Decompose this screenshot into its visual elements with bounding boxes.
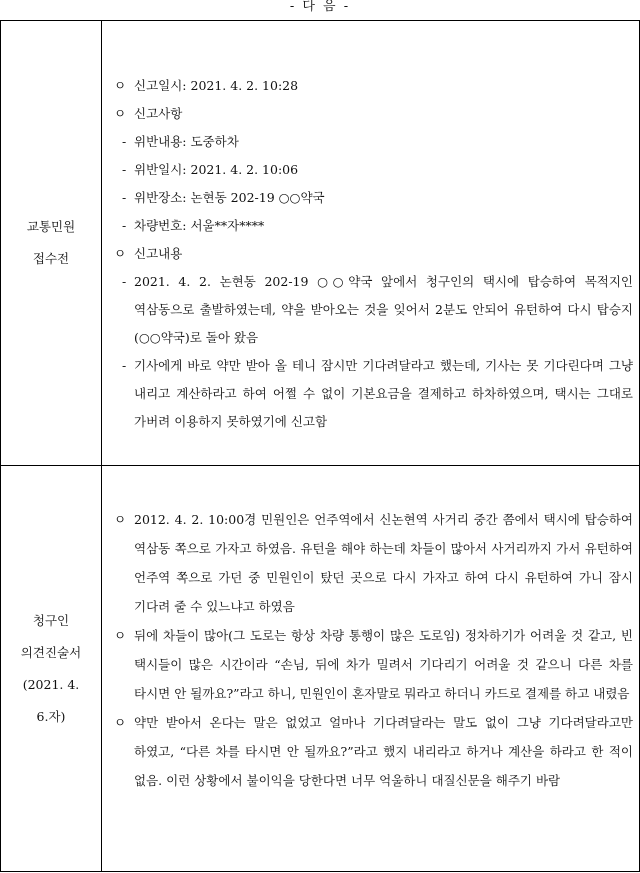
row-label-line: 의견진술서 — [20, 644, 82, 660]
statement-text: 약만 받아서 온다는 말은 없었고 얼마나 기다려달라는 말도 없이 그냥 기다려달라고만 하였고, “다른 차를 타시면 안 될까요?”라고 했지 내리라고 하거나 계산을 하라고 한 적이 없음. 이런 상황에서 불이익을 당한다면 너무 억울하니 대질신문을 해주기 바람 — [134, 715, 633, 788]
detail-item — [114, 128, 633, 156]
item-text: 신고사항 — [134, 106, 183, 121]
detail-text: 위반내용: 도중하차 — [134, 134, 239, 149]
statement-paragraph — [114, 505, 633, 621]
statement-paragraph — [114, 708, 633, 795]
report-matters-item — [114, 100, 633, 128]
bullet-marker: ㅇ — [114, 628, 127, 643]
statement-paragraph — [114, 621, 633, 708]
detail-text: 차량번호: 서울**자**** — [134, 218, 265, 233]
detail-text: 위반장소: 논현동 202-19 ○○약국 — [134, 190, 325, 205]
item-text: 신고일시: 2021. 4. 2. 10:28 — [134, 78, 299, 93]
content-paragraph — [114, 268, 633, 352]
table-row — [1, 466, 640, 872]
row-label-cell — [1, 21, 102, 466]
statement-text: 뒤에 차들이 많아(그 도로는 항상 차량 통행이 많은 도로임) 정차하기가 어려울 것 같고, 빈 택시들이 많은 시간이라 “손님, 뒤에 차가 밀려서 기다리기 어려울 것 같으니 다른 차를 타시면 안 될까요?”라고 하니, 민원인이 혼자말로 뭐라고 하더니 카드로 결제를 하고 내렸음 — [134, 628, 633, 701]
dash-marker: - — [122, 162, 127, 177]
table-row — [1, 21, 640, 466]
row-label-line: 교통민원 — [26, 219, 76, 234]
detail-item — [114, 156, 633, 184]
section-heading: - 다 음 - — [289, 0, 351, 14]
detail-item — [114, 212, 633, 240]
row-label-line: (2021. 4. — [22, 676, 80, 692]
detail-text: 위반일시: 2021. 4. 2. 10:06 — [134, 162, 299, 177]
detail-item — [114, 184, 633, 212]
dash-marker: - — [122, 274, 127, 289]
bullet-marker: ㅇ — [114, 512, 127, 527]
content-paragraph — [114, 352, 633, 436]
bullet-marker: ㅇ — [114, 106, 127, 121]
row-content-cell — [102, 21, 640, 466]
bullet-marker: ㅇ — [114, 246, 127, 261]
row-content-cell — [102, 466, 640, 872]
dash-marker: - — [122, 358, 127, 373]
row-label-line: 청구인 — [32, 612, 70, 628]
dash-marker: - — [122, 218, 127, 233]
content-text: 2021. 4. 2. 논현동 202-19 ○○약국 앞에서 청구인의 택시에 탑승하여 목적지인 역삼동으로 출발하였는데, 약을 받아오는 것을 잊어서 2분도 안되어 유턴하여 다시 탑승지(○○약국)로 돌아 왔음 — [134, 274, 633, 345]
row-label-line: 6.자) — [36, 708, 66, 724]
row-label-cell — [1, 466, 102, 872]
content-text: 기사에게 바로 약만 받아 올 테니 잠시만 기다려달라고 했는데, 기사는 못 기다린다며 그냥 내리고 계산하라고 하여 어쩔 수 없이 기본요금을 결제하고 하차하였으며, 택시는 그대로 가버려 이용하지 못하였기에 신고함 — [134, 358, 633, 429]
dash-marker: - — [122, 134, 127, 149]
row-label-line: 접수전 — [32, 251, 70, 266]
statement-text: 2012. 4. 2. 10:00경 민원인은 언주역에서 신논현역 사거리 중간 쯤에서 택시에 탑승하여 역삼동 쪽으로 가자고 하였음. 유턴을 해야 하는데 차들이 많아서 사거리까지 가서 유턴하여 언주역 쪽으로 가던 중 민원인이 탔던 곳으로 다시 가자고 하여 다시 유턴하여 가니 잠시 기다려 줄 수 있느냐고 하였음 — [134, 512, 633, 614]
bullet-marker: ㅇ — [114, 715, 127, 730]
bullet-marker: ㅇ — [114, 78, 127, 93]
report-content-item — [114, 240, 633, 268]
dash-marker: - — [122, 190, 127, 205]
document-table — [0, 20, 640, 872]
report-datetime-item — [114, 72, 633, 100]
item-text: 신고내용 — [134, 246, 183, 261]
